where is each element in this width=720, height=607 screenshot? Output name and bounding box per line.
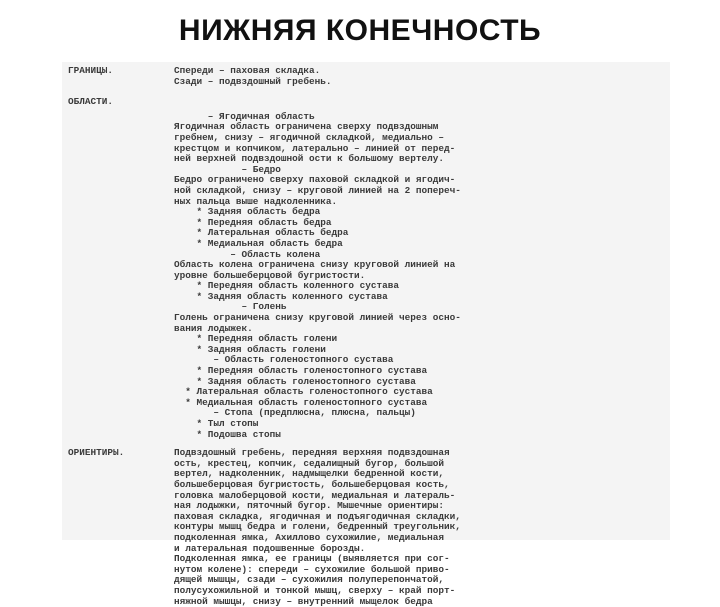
text-line: – Область голеностопного сустава xyxy=(174,355,666,366)
scanned-document xyxy=(62,62,670,540)
section-body xyxy=(174,448,666,607)
text-line: вертел, надколенник, надмыщелки бедренной кости, xyxy=(174,469,666,480)
text-line: ных пальца выше надколенника. xyxy=(174,197,666,208)
text-line: головка малоберцовой кости, медиальная и латераль- xyxy=(174,491,666,502)
text-line: дящей мышцы, сзади – сухожилия полуперепончатой, xyxy=(174,575,666,586)
section-2 xyxy=(62,448,670,607)
section-1 xyxy=(62,97,670,440)
text-line: и латеральная подошвенные борозды. xyxy=(174,544,666,555)
text-line: крестцом и копчиком, латерально – линией от перед- xyxy=(174,144,666,155)
section-0 xyxy=(62,66,670,87)
text-line: * Медиальная область бедра xyxy=(174,239,666,250)
text-line: Бедро ограничено сверху паховой складкой и ягодич- xyxy=(174,175,666,186)
section-body xyxy=(174,101,666,440)
text-line: * Тыл стопы xyxy=(174,419,666,430)
text-line: * Задняя область бедра xyxy=(174,207,666,218)
text-line: подколенная ямка, Ахиллово сухожилие, медиальная xyxy=(174,533,666,544)
text-line: Спереди – паховая складка. xyxy=(174,66,666,77)
text-line: ной складкой, снизу – круговой линией на 2 попереч- xyxy=(174,186,666,197)
section-body xyxy=(174,66,666,87)
text-line: Подвздошный гребень, передняя верхняя подвздошная xyxy=(174,448,666,459)
text-line: * Передняя область голеностопного сустава xyxy=(174,366,666,377)
text-line: уровне большеберцовой бугристости. xyxy=(174,271,666,282)
text-line: контуры мышц бедра и голени, бедренный треугольник, xyxy=(174,522,666,533)
text-line: * Латеральная область голеностопного сустава xyxy=(174,387,666,398)
text-line: вания лодыжек. xyxy=(174,324,666,335)
text-line: * Задняя область голеностопного сустава xyxy=(174,377,666,388)
section-heading: ГРАНИЦЫ. xyxy=(68,66,168,77)
text-line: няжной мышцы, снизу – внутренний мыщелок бедра xyxy=(174,597,666,607)
text-line: – Область колена xyxy=(174,250,666,261)
text-line: – Голень xyxy=(174,302,666,313)
text-line: большеберцовая бугристость, большеберцовая кость, xyxy=(174,480,666,491)
text-line: Голень ограничена снизу круговой линией через осно- xyxy=(174,313,666,324)
text-line: паховая складка, ягодичная и подъягодичная складки, xyxy=(174,512,666,523)
page-title: НИЖНЯЯ КОНЕЧНОСТЬ xyxy=(0,14,720,48)
text-line: * Передняя область бедра xyxy=(174,218,666,229)
section-heading: ОРИЕНТИРЫ. xyxy=(68,448,168,459)
text-line: * Передняя область коленного сустава xyxy=(174,281,666,292)
text-line: полусухожильной и тонкой мышц, сверху – край порт- xyxy=(174,586,666,597)
text-line: * Медиальная область голеностопного сустава xyxy=(174,398,666,409)
text-line: – Стопа (предплюсна, плюсна, пальцы) xyxy=(174,408,666,419)
text-line: Ягодичная область ограничена сверху подвздошным xyxy=(174,122,666,133)
text-line: гребнем, снизу – ягодичной складкой, медиально – xyxy=(174,133,666,144)
text-line: Сзади – подвздошный гребень. xyxy=(174,77,666,88)
text-line: ная лодыжки, пяточный бугор. Мышечные ориентиры: xyxy=(174,501,666,512)
text-line: Подколенная ямка, ее границы (выявляется при сог- xyxy=(174,554,666,565)
text-line: ней верхней подвздошной ости к большому вертелу. xyxy=(174,154,666,165)
text-line: * Задняя область голени xyxy=(174,345,666,356)
text-line: * Передняя область голени xyxy=(174,334,666,345)
text-line: * Подошва стопы xyxy=(174,430,666,441)
text-line: – Бедро xyxy=(174,165,666,176)
text-line: * Задняя область коленного сустава xyxy=(174,292,666,303)
section-heading: ОБЛАСТИ. xyxy=(68,97,168,108)
text-line: Область колена ограничена снизу круговой линией на xyxy=(174,260,666,271)
text-line: нутом колене): спереди – сухожилие большой приво- xyxy=(174,565,666,576)
document-body xyxy=(62,66,670,607)
text-line: * Латеральная область бедра xyxy=(174,228,666,239)
text-line: ость, крестец, копчик, седалищный бугор, большой xyxy=(174,459,666,470)
text-line: – Ягодичная область xyxy=(174,112,666,123)
